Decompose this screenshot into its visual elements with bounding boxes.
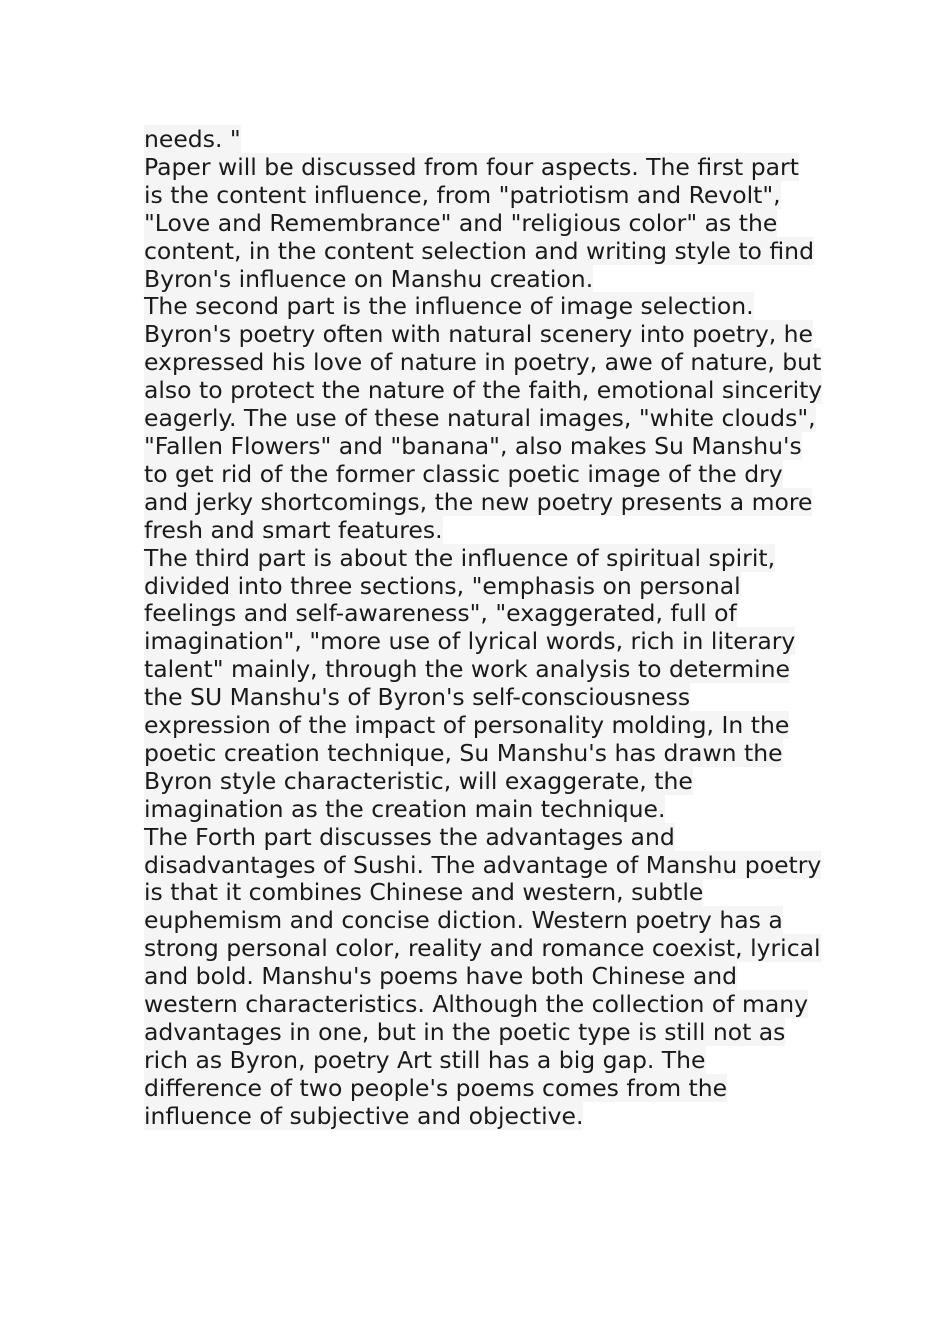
paragraph-spiritual-influence [144,545,824,824]
paragraph-text: Paper will be discussed from four aspects. The first part is the content influence, from "patriotism and Revolt", "Love and Remembrance" and "religious color" as the content, in the content selection and writing style to find Byron's influence on Manshu creation. [144,152,814,293]
paragraph-text: The Forth part discusses the advantages and disadvantages of Sushi. The advantage of Manshu poetry is that it combines Chinese and western, subtle euphemism and concise diction. Western poetry has a strong personal color, reality and romance coexist, lyrical and bold. Manshu's poems have both Chinese and western characteristics. Although the collection of many advantages in one, but in the poetic type is still not as rich as Byron, poetry Art still has a big gap. The difference of two people's poems comes from the influence of subjective and objective. [144,822,822,1130]
paragraph-text: needs. " [144,125,241,153]
paragraph-overview [144,154,824,294]
paragraph-text: The third part is about the influence of spiritual spirit, divided into three sections, "emphasis on personal feelings and self-awareness", "exaggerated, full of imagination", "more use of lyrical words, rich in literary talent" mainly, through the work analysis to determine the SU Manshu's of Byron's self-consciousness expression of the impact of personality molding, In the poetic creation technique, Su Manshu's has drawn the Byron style characteristic, will exaggerate, the imagination as the creation main technique. [144,543,796,823]
paragraph-advantages [144,824,824,1131]
document-body [144,126,824,1131]
paragraph-image-selection [144,293,824,544]
paragraph-text: The second part is the influence of image selection. Byron's poetry often with natural scenery into poetry, he expressed his love of nature in poetry, awe of nature, but also to protect the nature of the faith, emotional sincerity eagerly. The use of these natural images, "white clouds", "Fallen Flowers" and "banana", also makes Su Manshu's to get rid of the former classic poetic image of the dry and jerky shortcomings, the new poetry presents a more fresh and smart features. [144,292,823,544]
paragraph-closing-quote [144,126,824,154]
